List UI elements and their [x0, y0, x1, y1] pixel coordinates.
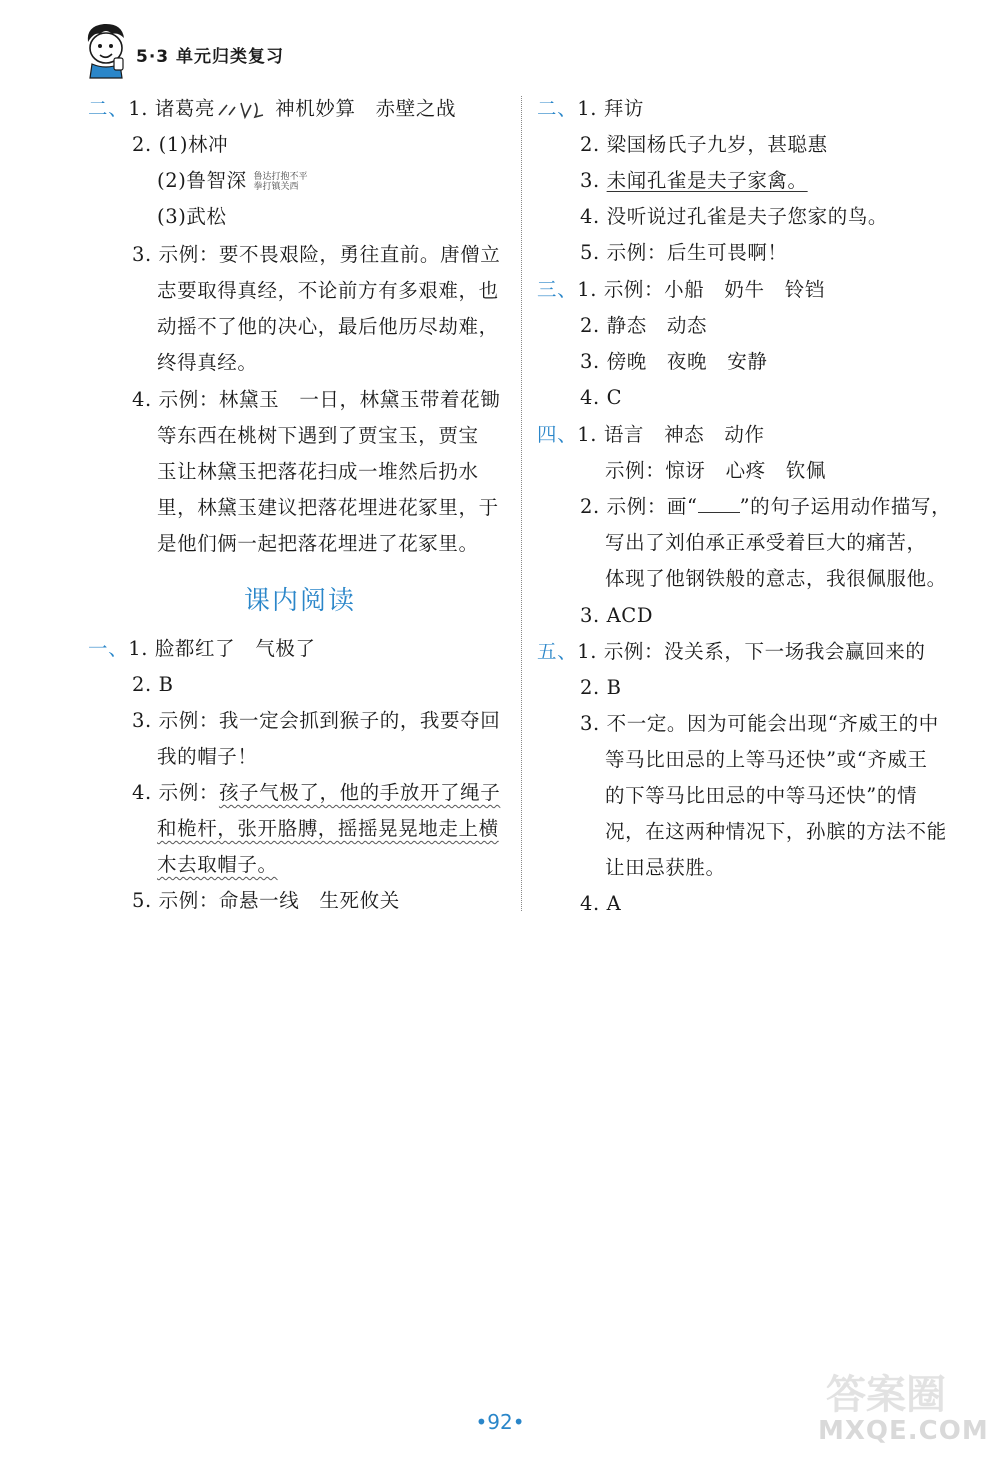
- right-sec4-q3: 3. ACD: [580, 604, 654, 627]
- left-sec2-q3-l2: 志要取得真经，不论前方有多艰难，也: [157, 279, 499, 302]
- right-sec2-q3: 3. 未闻孔雀是夫子家禽。: [580, 169, 808, 192]
- right-sec4-q1-l2: 示例：惊讶 心疼 钦佩: [605, 459, 827, 482]
- right-sec5-q1: 五、1. 示例：没关系，下一场我会赢回来的: [537, 640, 926, 663]
- right-sec4-q1-l1: 四、1. 语言 神态 动作: [537, 423, 765, 446]
- section-number: 五、: [537, 640, 578, 663]
- right-sec3-q2: 2. 静态 动态: [580, 314, 708, 337]
- answer-blank: [698, 494, 740, 513]
- left-sec2-q2-a1: 2. (1)林冲: [132, 133, 229, 156]
- right-sec2-q2: 2. 梁国杨氏子九岁，甚聪惠: [580, 133, 828, 156]
- left-sec1-q4-l3: 木去取帽子。: [157, 853, 278, 876]
- right-sec5-q3-l3: 的下等马比田忌的中等马还快”的情: [605, 784, 918, 807]
- left-sec2-q2-a3: (3)武松: [157, 205, 227, 228]
- right-sec5-q2: 2. B: [580, 676, 622, 699]
- left-sec2-q3-l4: 终得真经。: [157, 351, 258, 374]
- left-sec1-q2: 2. B: [132, 673, 174, 696]
- right-sec5-q3-l2: 等马比田忌的上等马还快”或“齐威王: [605, 748, 928, 771]
- left-sec1-q1: 一、1. 脸都红了 气极了: [88, 637, 316, 660]
- right-sec2-q1: 二、1. 拜访: [537, 97, 645, 120]
- section-heading: 课内阅读: [244, 586, 357, 616]
- right-sec2-q5: 5. 示例：后生可畏啊！: [580, 241, 788, 264]
- section-number: 三、: [537, 278, 578, 301]
- section-number: 四、: [537, 423, 578, 446]
- left-sec1-q3-l1: 3. 示例：我一定会抓到猴子的，我要夺回: [132, 709, 501, 732]
- right-sec3-q4: 4. C: [580, 386, 623, 409]
- boy-mascot-icon: [78, 20, 134, 80]
- right-sec5-q3-l4: 况，在这两种情况下，孙膑的方法不能: [605, 820, 947, 843]
- left-sec2-q1: 二、1. 诸葛亮 神机妙算 赤壁之战: [88, 95, 456, 123]
- page-number: •92•: [475, 1410, 525, 1434]
- left-sec1-q5: 5. 示例：命悬一线 生死攸关: [132, 889, 400, 912]
- header-title: 5·3 单元归类复习: [136, 47, 285, 67]
- left-sec2-q3-l1: 3. 示例：要不畏艰险，勇往直前。唐僧立: [132, 243, 501, 266]
- left-sec1-q4-l2: 和桅杆，张开胳膊，摇摇晃晃地走上横: [157, 817, 499, 840]
- left-sec1-q3-l2: 我的帽子！: [157, 745, 258, 768]
- svg-text:答案圈: 答案圈: [826, 1372, 946, 1418]
- site-watermark: [818, 1360, 989, 1450]
- page-header: [78, 20, 378, 80]
- left-sec2-q4-l3: 玉让林黛玉把落花扫成一堆然后扔水: [157, 460, 479, 483]
- left-sec1-q4-l1: 4. 示例：孩子气极了，他的手放开了绳子: [132, 781, 501, 804]
- annotation-note: 鲁达打抱不平 拳打镇关西: [253, 171, 308, 192]
- left-sec2-q2-a2: (2)鲁智深 鲁达打抱不平 拳打镇关西: [157, 169, 308, 192]
- right-sec4-q2-l3: 体现了他钢铁般的意志，我很佩服他。: [605, 567, 947, 590]
- section-number: 二、: [88, 97, 129, 120]
- left-sec2-q4-l2: 等东西在桃树下遇到了贾宝玉，贾宝: [157, 424, 479, 447]
- right-sec2-q4: 4. 没听说过孔雀是夫子您家的鸟。: [580, 205, 889, 228]
- right-sec4-q2-l2: 写出了刘伯承正承受着巨大的痛苦，: [605, 531, 927, 554]
- section-number: 二、: [537, 97, 578, 120]
- right-sec3-q1: 三、1. 示例：小船 奶牛 铃铛: [537, 278, 825, 301]
- right-sec4-q2-l1: 2. 示例：画“ ”的句子运用动作描写，: [580, 495, 952, 518]
- column-divider: [521, 96, 522, 911]
- right-sec5-q4: 4. A: [580, 892, 622, 915]
- left-sec2-q4-l1: 4. 示例：林黛玉 一日，林黛玉带着花锄: [132, 388, 501, 411]
- watermark-logo-icon: [818, 1360, 983, 1420]
- right-sec5-q3-l5: 让田忌获胜。: [605, 856, 726, 879]
- right-sec5-q3-l1: 3. 不一定。因为可能会出现“齐威王的中: [580, 712, 939, 735]
- watermark-text: MXQE.COM: [818, 1416, 989, 1446]
- handwriting-mark-icon: [215, 97, 275, 123]
- right-sec3-q3: 3. 傍晚 夜晚 安静: [580, 350, 768, 373]
- left-sec2-q4-l4: 里，林黛玉建议把落花埋进花冢里，于: [157, 496, 499, 519]
- section-number: 一、: [88, 637, 129, 660]
- left-sec2-q4-l5: 是他们俩一起把落花埋进了花冢里。: [157, 532, 479, 555]
- left-sec2-q3-l3: 动摇不了他的决心，最后他历尽劫难，: [157, 315, 499, 338]
